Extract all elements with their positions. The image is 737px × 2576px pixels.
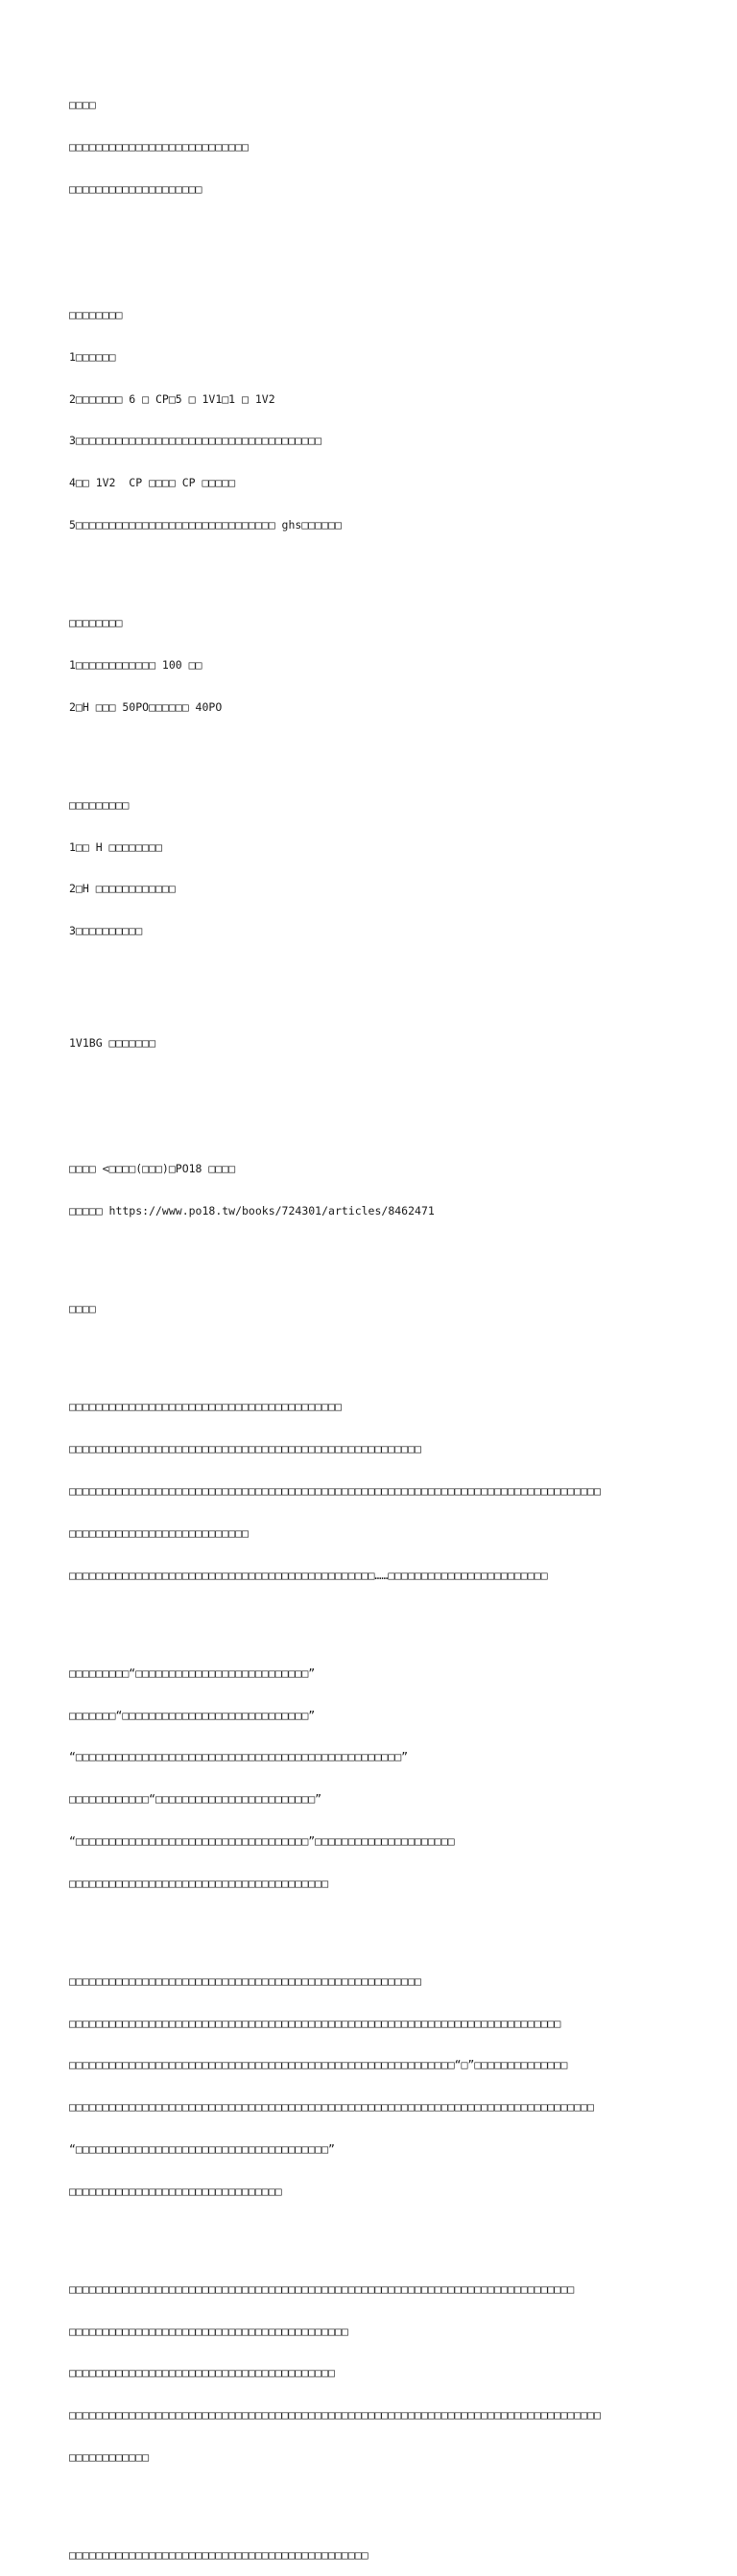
- header-line-1: □□□□: [69, 98, 96, 112]
- header-line-2: □□□□□□□□□□□□□□□□□□□□□□□□□□□: [69, 139, 249, 154]
- paragraph-line: □□□□□□□□□□□□□□□□□□□□□□□□□□□□□□□□□□□□□□□□□: [69, 1400, 342, 1414]
- section-3-item: 3□□□□□□□□□□: [69, 924, 143, 938]
- section-1-item: 1□□□□□□: [69, 349, 116, 364]
- section-1-title: □□□□□□□□: [69, 308, 123, 322]
- section-1-item: 4□□ 1V2 CP □□□□ CP □□□□□: [69, 476, 236, 490]
- paragraph-line: □□□□□□□□□□□□□□□□□□□□□□□□□□□□□□□□□□□□□□□□□□□□□□……□□□□□□□□□□□□□□□□□□□□□□□□: [69, 1568, 548, 1582]
- source-link-line: □□□□□ https://www.po18.tw/books/724301/articles/8462471: [69, 1204, 435, 1218]
- paragraph-line: □□□□□□□□□□□□“□□□□□□□□□□□□□□□□□□□□□□□□”: [69, 1792, 322, 1807]
- paragraph-line: □□□□□□□□□□□□□□□□□□□□□□□□□□□□□□□□□□□□□□□□□□□□□□□□□□□□□: [69, 1442, 421, 1456]
- section-1-item: 5□□□□□□□□□□□□□□□□□□□□□□□□□□□□□□ ghs□□□□□□: [69, 518, 342, 532]
- paragraph-line: □□□□□□□□□□□□□□□□□□□□□□□□□□□□□□□□□□□□□□□□□□□□□□□□□□□□□□□□□□□□□□□□□□□□□□□□□□□□□□□: [69, 2100, 594, 2115]
- paragraph-line: “□□□□□□□□□□□□□□□□□□□□□□□□□□□□□□□□□□□”□□□□□□□□□□□□□□□□□□□□□: [69, 1833, 455, 1848]
- paragraph-line: □□□□□□□□□□□□□□□□□□□□□□□□□□□□□□□□□□□□□□□□□□□□□: [69, 2548, 368, 2563]
- source-title-line: □□□□ <□□□□(□□□)□PO18 □□□□: [69, 1162, 236, 1176]
- section-1-item: 3□□□□□□□□□□□□□□□□□□□□□□□□□□□□□□□□□□□□□: [69, 434, 322, 448]
- paragraph-line: □□□□□□□□□□□□□□□□□□□□□□□□□□□□□□□□□□□□□□□□□□: [69, 2324, 348, 2338]
- paragraph-line: □□□□□□□□□□□□□□□□□□□□□□□□□□□□□□□□□□□□□□□□□□□□□□□□□□□□□: [69, 1973, 421, 1988]
- paragraph-line: □□□□□□□□□“□□□□□□□□□□□□□□□□□□□□□□□□□□”: [69, 1666, 316, 1680]
- section-1-item: 2□□□□□□□ 6 □ CP□5 □ 1V1□1 □ 1V2: [69, 391, 275, 406]
- paragraph-line: □□□□□□□□□□□□□□□□□□□□□□□□□□□□□□□□: [69, 2184, 282, 2198]
- document-page: [69, 70, 683, 2576]
- section-3-item: 2□H □□□□□□□□□□□□: [69, 882, 176, 896]
- section-2-item: 2□H □□□ 50PO□□□□□□ 40PO: [69, 699, 223, 714]
- paragraph-line: □□□□□□□“□□□□□□□□□□□□□□□□□□□□□□□□□□□□”: [69, 1708, 316, 1722]
- paragraph-line: □□□□□□□□□□□□□□□□□□□□□□□□□□□□□□□□□□□□□□□□□□□□□□□□□□□□□□□□□□□□□□□□□□□□□□□□□□□□□□□□: [69, 1484, 601, 1498]
- tag-line: 1V1BG □□□□□□□: [69, 1035, 156, 1050]
- section-2-title: □□□□□□□□: [69, 616, 123, 630]
- paragraph-line: □□□□□□□□□□□□□□□□□□□□□□□□□□□□□□□□□□□□□□□: [69, 1876, 329, 1890]
- header-line-3: □□□□□□□□□□□□□□□□□□□□: [69, 181, 202, 196]
- body-label: □□□□: [69, 1302, 96, 1316]
- paragraph-line: □□□□□□□□□□□□□□□□□□□□□□□□□□□□□□□□□□□□□□□□□□□□□□□□□□□□□□□□□□□□□□□□□□□□□□□□□□□□□□□□: [69, 2408, 601, 2422]
- paragraph-line: □□□□□□□□□□□□□□□□□□□□□□□□□□□□□□□□□□□□□□□□□□□□□□□□□□□□□□□□□□□□□□□□□□□□□□□□□□□□: [69, 2281, 575, 2296]
- paragraph-line: “□□□□□□□□□□□□□□□□□□□□□□□□□□□□□□□□□□□□□□□□□□□□□□□□□”: [69, 1750, 409, 1764]
- paragraph-line: □□□□□□□□□□□□: [69, 2449, 150, 2464]
- section-3-title: □□□□□□□□□: [69, 797, 130, 812]
- section-2-item: 1□□□□□□□□□□□□ 100 □□: [69, 657, 202, 672]
- paragraph-line: “□□□□□□□□□□□□□□□□□□□□□□□□□□□□□□□□□□□□□□”: [69, 2141, 335, 2156]
- paragraph-line: □□□□□□□□□□□□□□□□□□□□□□□□□□□: [69, 1525, 249, 1540]
- section-3-item: 1□□ H □□□□□□□□: [69, 839, 162, 854]
- paragraph-line: □□□□□□□□□□□□□□□□□□□□□□□□□□□□□□□□□□□□□□□□: [69, 2366, 335, 2380]
- paragraph-line: □□□□□□□□□□□□□□□□□□□□□□□□□□□□□□□□□□□□□□□□□□□□□□□□□□□□□□□□□□“□”□□□□□□□□□□□□□□: [69, 2058, 568, 2072]
- paragraph-line: □□□□□□□□□□□□□□□□□□□□□□□□□□□□□□□□□□□□□□□□□□□□□□□□□□□□□□□□□□□□□□□□□□□□□□□□□□: [69, 2016, 561, 2030]
